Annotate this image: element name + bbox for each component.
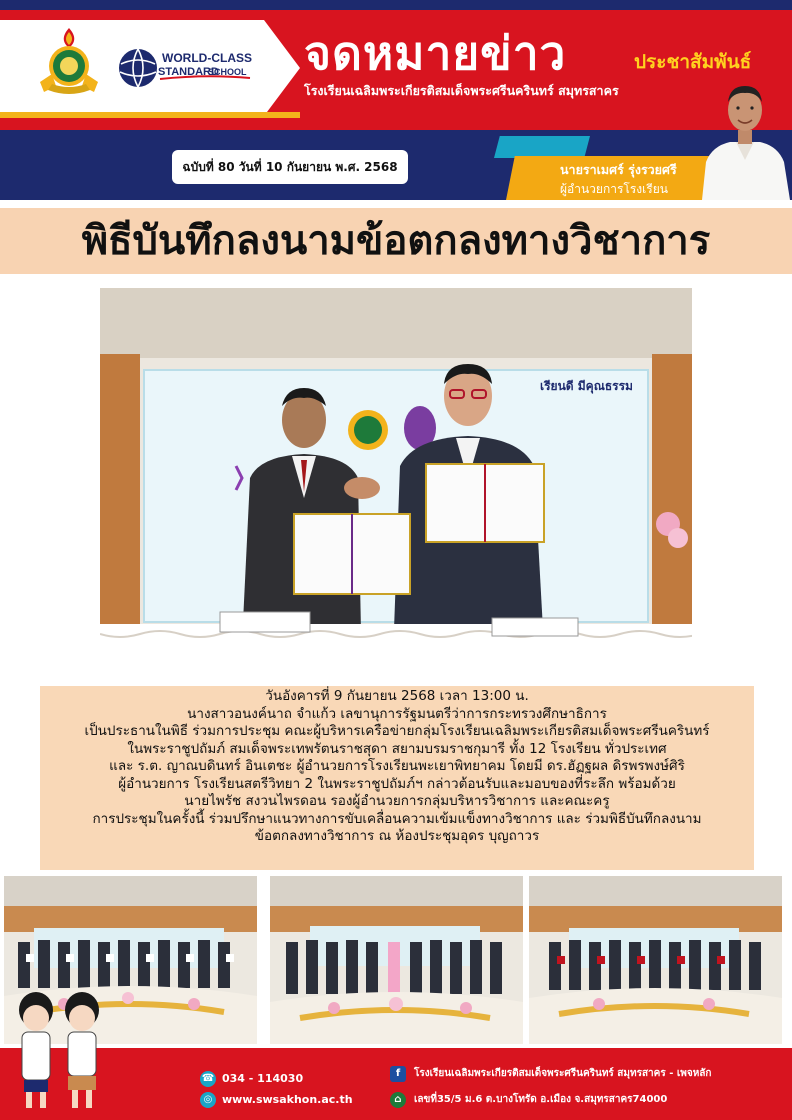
group-photo-2 — [270, 876, 523, 1044]
logo-line2: STANDARD — [158, 66, 219, 78]
signing-photo-drawing — [100, 288, 692, 684]
footer-phone: 034 - 114030 — [222, 1072, 304, 1085]
body-line: นายไพรัช สงวนไพรดอน รองผู้อำนวยการกลุ่มบริหารวิชาการ และคณะครู — [184, 793, 610, 809]
group-photo-3 — [529, 876, 782, 1044]
school-name: โรงเรียนเฉลิมพระเกียรติสมเด็จพระศรีนครินทร์ สมุทรสาคร — [304, 83, 619, 98]
student-mascots — [10, 988, 110, 1112]
footer-bar — [0, 1048, 792, 1120]
body-line: ผู้อำนวยการ โรงเรียนสตรีวิทยา 2 ในพระราชูปถัมภ์ฯ กล่าวต้อนรับและมอบของที่ระลึก พร้อมด้วย — [118, 775, 676, 792]
school-seal-logo — [36, 26, 102, 98]
signing-ceremony-photo — [100, 288, 692, 684]
footer-facebook[interactable]: โรงเรียนเฉลิมพระเกียรติสมเด็จพระศรีนครินทร์ สมุทรสาคร - เพจหลัก — [414, 1068, 712, 1079]
newsletter-title: จดหมายข่าว — [304, 26, 567, 80]
globe-icon: ◎ — [200, 1092, 216, 1108]
body-line: และ ร.ต. ญาณบดินทร์ อินเตชะ ผู้อำนวยการโรงเรียนพะเยาพิทยาคม โดยมี ดร.ฮัฏฐผล ดิรพรพงษ์ศิริ — [109, 758, 685, 774]
header-gold-stripe — [0, 112, 300, 118]
facebook-icon: f — [390, 1066, 406, 1082]
world-class-school-logo — [116, 44, 256, 90]
body-line: วันอังคารที่ 9 กันยายน 2568 เวลา 13:00 น. — [265, 688, 529, 704]
body-line: นางสาวอนงค์นาถ จำแก้ว เลขานุการรัฐมนตรีว่าการกระทรวงศึกษาธิการ — [187, 705, 607, 722]
logo-line1: WORLD-CLASS — [162, 51, 252, 65]
phone-icon: ☎ — [200, 1071, 216, 1087]
body-line: เป็นประธานในพิธี ร่วมการประชุม คณะผู้บริหารเครือข่ายกลุ่มโรงเรียนเฉลิมพระเกียรติสมเด็จพระศรีนครินทร์ — [84, 723, 710, 739]
article-title: พิธีบันทึกลงนามข้อตกลงทางวิชาการ — [81, 218, 711, 264]
location-icon: ⌂ — [390, 1092, 406, 1108]
footer-address: เลขที่35/5 ม.6 ต.บางโทรัด อ.เมือง จ.สมุทรสาคร74000 — [414, 1094, 668, 1105]
footer-website[interactable]: www.swsakhon.ac.th — [222, 1093, 353, 1106]
director-title: ผู้อำนวยการโรงเรียน — [560, 182, 668, 196]
body-line: ในพระราชูปถัมภ์ สมเด็จพระเทพรัตนราชสุดา สยามบรมราชกุมารี ทั้ง 12 โรงเรียน ทั่วประเทศ — [127, 740, 667, 757]
director-name: นายราเมศร์ รุ่งรวยศรี — [560, 162, 677, 177]
body-line: ข้อตกลงทางวิชาการ ณ ห้องประชุมอุดร บุญถาวร — [254, 828, 540, 844]
header-banner — [0, 0, 792, 200]
body-line: การประชุมในครั้งนี้ ร่วมปรึกษาแนวทางการขับเคลื่อนความเข้มแข็งทางวิชาการ และ ร่วมพิธีบันทึกลงนาม — [92, 810, 702, 827]
newsletter-subtitle: ประชาสัมพันธ์ — [634, 51, 752, 73]
issue-label: ฉบับที่ 80 วันที่ 10 กันยายน พ.ศ. 2568 — [172, 150, 408, 184]
director-portrait — [698, 76, 792, 200]
group-photo-3-drawing — [529, 876, 782, 1044]
teal-accent — [494, 136, 590, 158]
logo-line3: SCHOOL — [208, 67, 247, 77]
backdrop-motto: เรียนดี มีคุณธรรม — [540, 379, 633, 393]
article-body — [40, 688, 754, 846]
group-photo-2-drawing — [270, 876, 523, 1044]
